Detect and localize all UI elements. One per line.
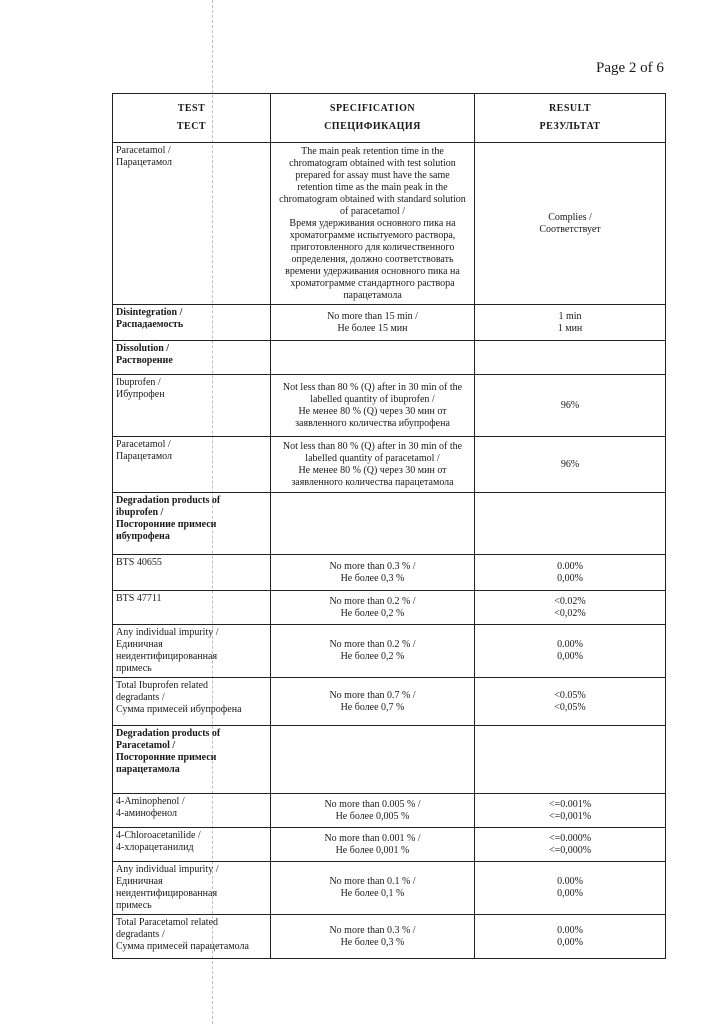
specification-cell-line: No more than 0.2 % / (329, 595, 416, 607)
specification-cell (271, 437, 475, 493)
result-cell (475, 493, 666, 555)
test-cell (113, 591, 271, 625)
specification-cell-line: Не более 0,001 % (335, 844, 410, 856)
result-cell (475, 555, 666, 591)
table-row (113, 341, 666, 375)
test-cell (113, 794, 271, 828)
table-body (113, 143, 666, 959)
specification-cell-line: определения, должно соответствовать (291, 253, 454, 265)
test-cell-line: 4-Aminophenol / (116, 796, 185, 807)
specification-cell-line: хроматограмме испытуемого раствора, (289, 229, 456, 241)
specification-cell-line: No more than 15 min / (327, 310, 418, 322)
test-cell (113, 305, 271, 341)
result-cell-line: 0,00% (557, 888, 583, 899)
specification-cell (271, 375, 475, 437)
test-cell-line: Degradation products of (116, 495, 221, 506)
specification-cell (271, 678, 475, 726)
result-cell-line: <=0,000% (548, 844, 592, 856)
result-cell-line: <=0,001% (548, 810, 592, 822)
table-row (113, 305, 666, 341)
specification-cell-line: chromatogram obtained with standard solution (279, 193, 466, 205)
test-cell-line: Paracetamol / (116, 740, 176, 751)
result-cell-line: 1 мин (557, 322, 583, 334)
specification-cell-line: времени удерживания основного пика на (285, 265, 460, 277)
table-row (113, 726, 666, 794)
test-cell-line: 4-Chloroacetanilide / (116, 830, 201, 841)
result-cell (475, 375, 666, 437)
specification-cell-line: парацетамола (343, 289, 402, 301)
table-row (113, 555, 666, 591)
test-cell-line: degradants / (116, 692, 165, 703)
specification-cell-line: No more than 0.2 % / (329, 639, 416, 650)
specification-cell-line: No more than 0.1 % / (329, 876, 416, 887)
result-cell-line: 96% (560, 399, 580, 411)
result-cell-line: <0,05% (554, 701, 586, 713)
header-test: TEST ТЕСТ (113, 94, 271, 143)
test-cell-line: degradants / (116, 929, 165, 940)
specification-cell-line: Не менее 80 % (Q) через 30 мин от (298, 464, 447, 476)
specification-cell-line: Не более 15 мин (337, 322, 408, 334)
result-cell-line: 1 min (558, 310, 582, 322)
result-cell (475, 794, 666, 828)
test-cell (113, 625, 271, 678)
test-cell (113, 726, 271, 794)
table-row (113, 375, 666, 437)
test-cell-line: Распадаемость (116, 319, 184, 330)
specification-cell (271, 726, 475, 794)
test-cell (113, 678, 271, 726)
specification-cell (271, 915, 475, 959)
test-cell-line: Disintegration / (116, 307, 183, 318)
specification-cell-line: Not less than 80 % (Q) after in 30 min of the (282, 440, 463, 452)
test-cell-line: BTS 40655 (116, 557, 162, 568)
test-cell-line: Any individual impurity / (116, 864, 219, 875)
table-row (113, 828, 666, 862)
result-cell (475, 828, 666, 862)
specification-cell (271, 555, 475, 591)
table-row (113, 678, 666, 726)
test-cell-line: Посторонние примеси (116, 519, 217, 530)
result-cell (475, 678, 666, 726)
specification-cell (271, 591, 475, 625)
specification-cell-line: No more than 0.3 % / (329, 560, 416, 572)
test-results-table (112, 93, 666, 959)
table-row (113, 591, 666, 625)
result-cell (475, 726, 666, 794)
result-cell-line: 0.00% (557, 876, 583, 887)
result-cell-line: 0,00% (557, 936, 583, 948)
specification-cell (271, 341, 475, 375)
test-cell-line: Paracetamol / (116, 145, 171, 156)
specification-cell-line: приготовленного для количественного (290, 241, 455, 253)
test-cell-line: Посторонние примеси (116, 752, 217, 763)
test-cell-line: ibuprofen / (116, 507, 164, 518)
result-cell-line: 0.00% (557, 560, 583, 572)
test-cell-line: Total Paracetamol related (116, 917, 219, 928)
table-row (113, 862, 666, 915)
result-cell (475, 341, 666, 375)
test-cell (113, 828, 271, 862)
specification-cell-line: Не более 0,2 % (340, 651, 405, 662)
test-cell-line: примесь (116, 663, 152, 674)
page-number: Page 2 of 6 (596, 60, 664, 76)
specification-cell (271, 493, 475, 555)
specification-cell-line: Не более 0,3 % (340, 936, 405, 948)
test-cell-line: неидентифицированная (116, 651, 218, 662)
result-cell-line: 0,00% (557, 572, 583, 584)
specification-cell-line: Не менее 80 % (Q) через 30 мин от (298, 405, 447, 417)
specification-cell-line: No more than 0.005 % / (324, 798, 421, 810)
test-cell (113, 143, 271, 305)
specification-cell-line: Не более 0,2 % (340, 607, 405, 619)
table-row (113, 915, 666, 959)
result-cell-line: <=0.000% (548, 832, 592, 844)
result-cell-line: <0.02% (554, 595, 586, 607)
result-cell-line: Complies / (548, 211, 592, 223)
test-cell (113, 341, 271, 375)
test-cell-line: Total Ibuprofen related (116, 680, 209, 691)
result-cell (475, 591, 666, 625)
specification-cell (271, 828, 475, 862)
specification-cell-line: Не более 0,7 % (340, 701, 405, 713)
table-header-row (113, 94, 666, 143)
test-cell-line: Ibuprofen / (116, 377, 161, 388)
specification-cell (271, 794, 475, 828)
specification-cell-line: labelled quantity of ibuprofen / (310, 393, 435, 405)
specification-cell-line: of paracetamol / (340, 205, 405, 217)
specification-cell-line: Не более 0,1 % (340, 888, 405, 899)
specification-cell-line: chromatogram obtained with test solution (289, 157, 456, 169)
result-cell (475, 437, 666, 493)
result-cell-line: 0.00% (557, 639, 583, 650)
table-row (113, 625, 666, 678)
result-cell-line: <0,02% (554, 607, 586, 619)
table-row (113, 437, 666, 493)
table-row (113, 794, 666, 828)
specification-cell-line: хроматограмме стандартного раствора (290, 277, 455, 289)
test-cell-line: Сумма примесей ибупрофена (116, 704, 242, 715)
specification-cell-line: The main peak retention time in the (301, 145, 444, 157)
test-cell-line: парацетамола (116, 764, 180, 775)
specification-cell (271, 305, 475, 341)
specification-cell-line: No more than 0.7 % / (329, 689, 416, 701)
test-cell-line: Единичная (116, 876, 163, 887)
table-row (113, 493, 666, 555)
test-cell-line: Единичная (116, 639, 163, 650)
table-row (113, 143, 666, 305)
test-cell-line: Paracetamol / (116, 439, 171, 450)
specification-cell-line: retention time as the main peak in the (297, 181, 448, 193)
specification-cell (271, 862, 475, 915)
test-cell (113, 437, 271, 493)
specification-cell-line: prepared for assay must have the same (295, 169, 450, 181)
test-cell-line: Any individual impurity / (116, 627, 219, 638)
test-cell-line: Парацетамол (116, 451, 173, 462)
result-cell (475, 625, 666, 678)
specification-cell-line: Не более 0,005 % (335, 810, 410, 822)
result-cell-line: <=0.001% (548, 798, 592, 810)
header-result: RESULT РЕЗУЛЬТАТ (475, 94, 666, 143)
result-cell (475, 305, 666, 341)
result-cell-line: 96% (560, 458, 580, 470)
specification-cell-line: Время удерживания основного пика на (289, 217, 456, 229)
test-cell-line: Растворение (116, 355, 173, 366)
specification-cell-line: Не более 0,3 % (340, 572, 405, 584)
result-cell-line: 0,00% (557, 651, 583, 662)
result-cell-line: Соответствует (539, 223, 601, 235)
test-cell-line: примесь (116, 900, 152, 911)
test-cell-line: Degradation products of (116, 728, 221, 739)
specification-cell-line: No more than 0.001 % / (324, 832, 421, 844)
specification-cell (271, 143, 475, 305)
result-cell (475, 915, 666, 959)
result-cell-line: <0.05% (554, 689, 586, 701)
specification-cell-line: заявленного количества парацетамола (291, 476, 454, 488)
test-cell-line: BTS 47711 (116, 593, 162, 604)
result-cell-line: 0.00% (557, 924, 583, 936)
test-cell-line: 4-аминофенол (116, 808, 177, 819)
specification-cell-line: No more than 0.3 % / (329, 924, 416, 936)
test-cell-line: неидентифицированная (116, 888, 218, 899)
test-cell-line: ибупрофена (116, 531, 170, 542)
result-cell (475, 862, 666, 915)
header-specification: SPECIFICATION СПЕЦИФИКАЦИЯ (271, 94, 475, 143)
test-cell-line: Ибупрофен (116, 389, 165, 400)
specification-cell (271, 625, 475, 678)
test-cell (113, 555, 271, 591)
test-cell-line: Dissolution / (116, 343, 170, 354)
test-cell (113, 862, 271, 915)
test-cell (113, 375, 271, 437)
test-cell-line: 4-хлорацетанилид (116, 842, 194, 853)
result-cell (475, 143, 666, 305)
specification-cell-line: Not less than 80 % (Q) after in 30 min of the (282, 381, 463, 393)
specification-cell-line: labelled quantity of paracetamol / (305, 452, 440, 464)
test-cell (113, 493, 271, 555)
test-cell-line: Парацетамол (116, 157, 173, 168)
test-cell (113, 915, 271, 959)
specification-cell-line: заявленного количества ибупрофена (295, 417, 450, 429)
test-cell-line: Сумма примесей парацетамола (116, 941, 249, 952)
